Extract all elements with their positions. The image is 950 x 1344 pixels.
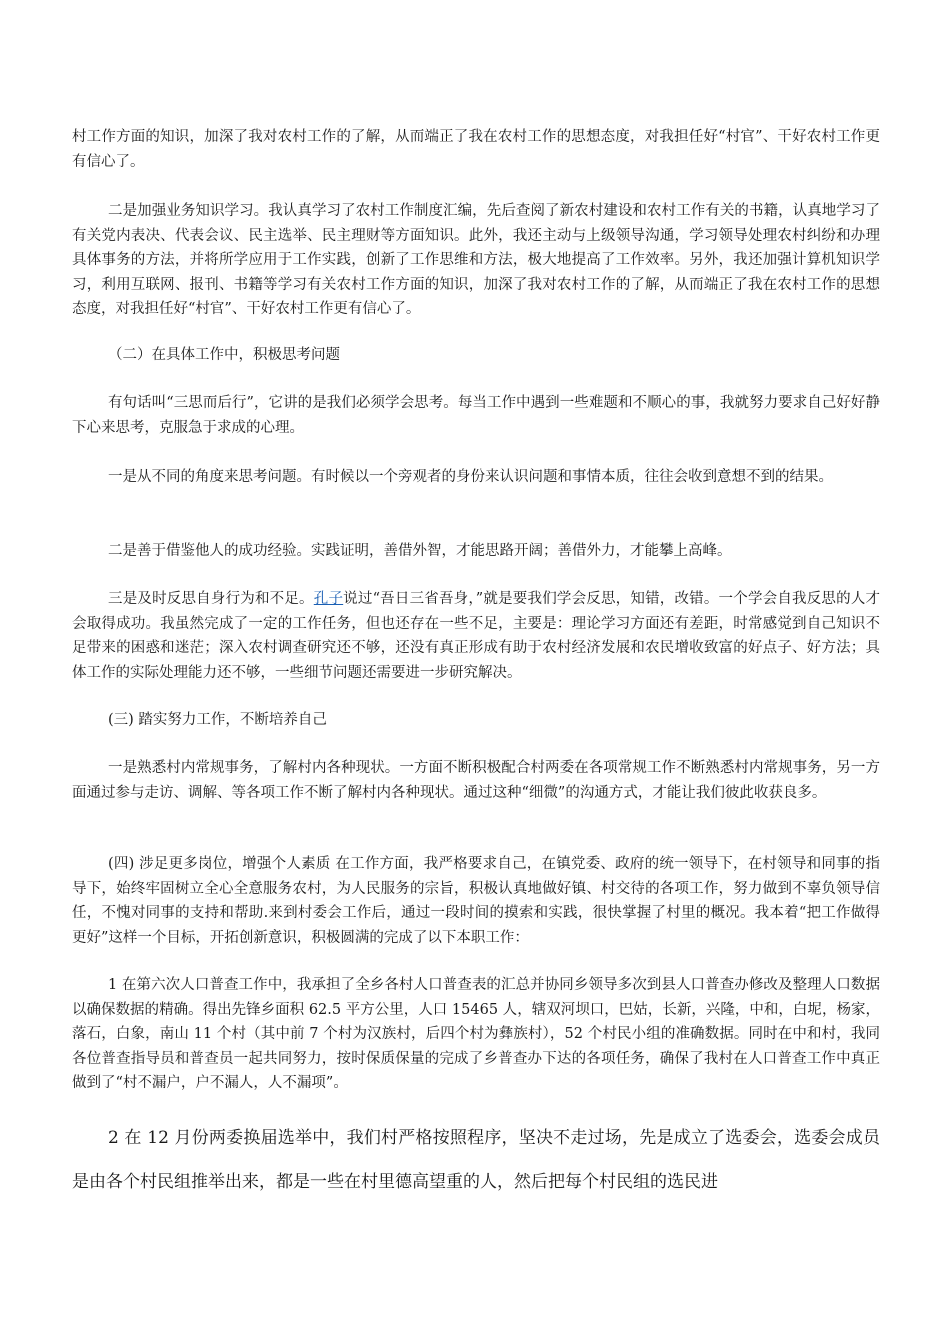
paragraph-reflection: [72, 587, 880, 685]
paragraph-election: 2 在 12 月份两委换届选举中，我们村严格按照程序，坚决不走过场，先是成立了选委会，选委会成员是由各个村民组推举出来，都是一些在村里德高望重的人，然后把每个村民组的选民进: [72, 1128, 880, 1192]
reflection-text-end: 说过“吾日三省吾身，”就是要我们学会反思，知错，改错。一个学会自我反思的人才会取得成功。我虽然完成了一定的工作任务，但也还存在一些不足，主要是：理论学习方面还有差距，时常感觉到自己知识不足带来的困惑和迷茫；深入农村调查研究还不够，还没有真正形成有助于农村经济发展和农民增收致富的好点子、好方法；具体工作的实际处理能力还不够，一些细节问题还需要进一步研究解决。: [72, 591, 881, 681]
paragraph-village-affairs: 一是熟悉村内常规事务，了解村内各种现状。一方面不断积极配合村两委在各项常规工作不断熟悉村内常规事务，另一方面通过参与走访、调解、等各项工作不断了解村内各种现状。通过这种“细微”的沟通方式，才能让我们彼此收获良多。: [72, 760, 880, 801]
section-heading-2: （二）在具体工作中，积极思考问题: [108, 347, 340, 363]
section-heading-3: (三) 踏实努力工作，不断培养自己: [108, 712, 327, 728]
reflection-text-start: 三是及时反思自身行为和不足。: [108, 591, 314, 607]
paragraph-angle: 一是从不同的角度来思考问题。有时候以一个旁观者的身份来认识问题和事情本质，往往会收到意想不到的结果。: [108, 469, 833, 485]
paragraph-1: 村工作方面的知识，加深了我对农村工作的了解，从而端正了我在农村工作的思想态度，对我担任好“村官”、干好农村工作更有信心了。: [72, 129, 880, 170]
paragraph-experience: 二是善于借鉴他人的成功经验。实践证明，善借外智，才能思路开阔；善借外力，才能攀上高峰。: [108, 543, 732, 559]
paragraph-think: 有句话叫“三思而后行”，它讲的是我们必须学会思考。每当工作中遇到一些难题和不顺心的事，我就努力要求自己好好静下心来思考，克服急于求成的心理。: [72, 395, 880, 436]
paragraph-census: 1 在第六次人口普查工作中，我承担了全乡各村人口普查表的汇总并协同乡领导多次到县人口普查办修改及整理人口数据以确保数据的精确。得出先锋乡面积 62.5 平方公里，人口 15465 人，辖双河坝口，巴姑，长新，兴隆，中和，白坭，杨家，落石，白象，南山 11 个村（其中前 7 个村为汉族村，后四个村为彝族村），52 个村民小组的准确数据。同时在中和村，我同各位普查指导员和普查员一起共同努力，按时保质保量的完成了乡普查办下达的各项任务，确保了我村在人口普查工作中真正做到了“村不漏户，户不漏人，人不漏项”。: [72, 977, 880, 1091]
paragraph-more-posts: (四) 涉足更多岗位，增强个人素质 在工作方面，我严格要求自己，在镇党委、政府的统一领导下，在村领导和同事的指导下，始终牢固树立全心全意服务农村，为人民服务的宗旨，积极认真地做好镇、村交待的各项工作，努力做到不辜负领导信任，不愧对同事的支持和帮助.来到村委会工作后，通过一段时间的摸索和实践，很快掌握了村里的概况。我本着“把工作做得更好”这样一个目标，开拓创新意识，积极圆满的完成了以下本职工作：: [72, 856, 880, 946]
confucius-link[interactable]: 孔子: [313, 591, 344, 607]
paragraph-business-study: 二是加强业务知识学习。我认真学习了农村工作制度汇编，先后查阅了新农村建设和农村工作有关的书籍，认真地学习了有关党内表决、代表会议、民主选举、民主理财等方面知识。此外，我还主动与上级领导沟通，学习领导处理农村纠纷和办理具体事务的方法，并将所学应用于工作实践，创新了工作思维和方法，极大地提高了工作效率。另外，我还加强计算机知识学习，利用互联网、报刊、书籍等学习有关农村工作方面的知识，加深了我对农村工作的了解，从而端正了我在农村工作的思想态度，对我担任好“村官”、干好农村工作更有信心了。: [72, 203, 880, 317]
